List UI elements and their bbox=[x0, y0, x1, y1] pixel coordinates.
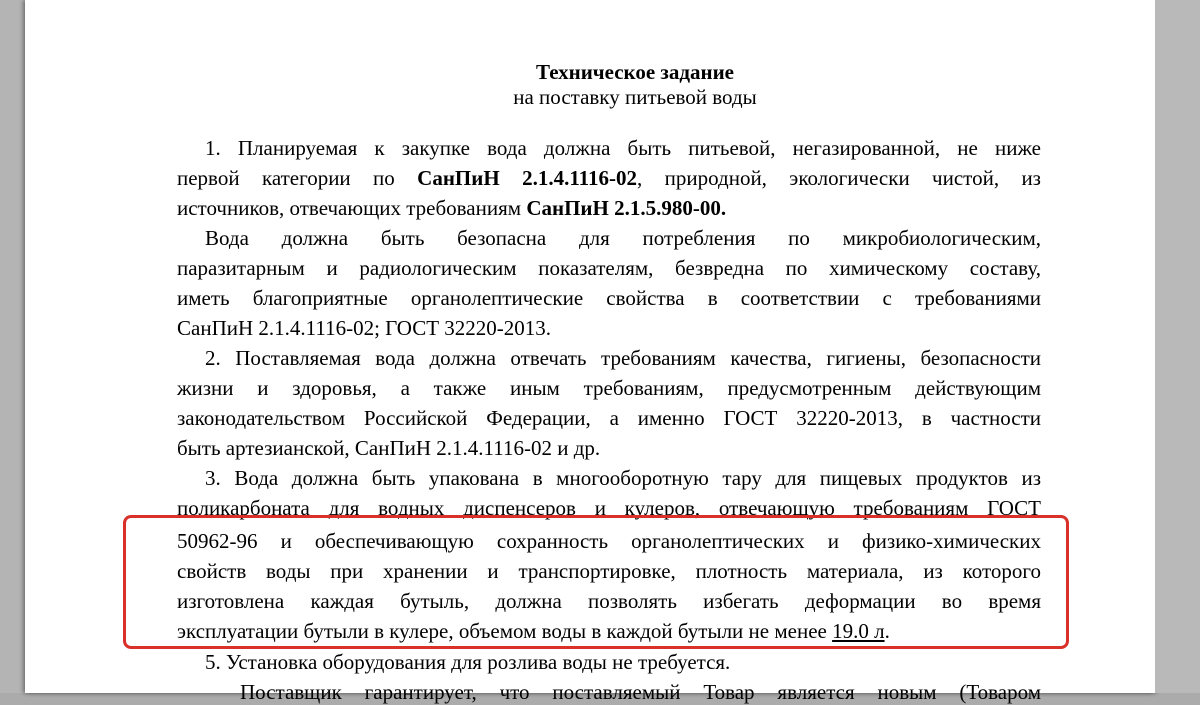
paragraph-line: иметь благоприятные органолептические свойства в соответствии с требованиями bbox=[177, 286, 1041, 310]
paragraph-line: свойств воды при хранении и транспортировке, плотность материала, из которого bbox=[177, 559, 1041, 583]
volume-value: 19.0 л bbox=[832, 619, 885, 643]
document-subtitle: на поставку питьевой воды bbox=[513, 85, 757, 109]
paragraph-line: 5. Установка оборудования для розлива воды не требуется. bbox=[205, 650, 731, 674]
paragraph-line: Вода должна быть безопасна для потребления по микробиологическим, bbox=[205, 226, 1041, 250]
document-title: Техническое задание bbox=[535, 60, 735, 84]
highlight-annotation-box bbox=[123, 515, 1069, 649]
paragraph-line: изготовлена каждая бутыль, должна позволять избегать деформации во время bbox=[177, 589, 1041, 613]
paragraph-line: 3. Вода должна быть упакована в многооборотную тару для пищевых продуктов из bbox=[205, 466, 1041, 490]
paragraph-line: поликарбоната для водных диспенсеров и кулеров, отвечающую требованиям ГОСТ bbox=[177, 496, 1041, 520]
paragraph-line: жизни и здоровья, а также иным требованиям, предусмотренным действующим bbox=[177, 376, 1041, 400]
paragraph-line: 1. Планируемая к закупке вода должна быть питьевой, негазированной, не ниже bbox=[205, 136, 1041, 160]
paragraph-line: быть артезианской, СанПиН 2.1.4.1116-02 и др. bbox=[177, 436, 601, 460]
paragraph-line: законодательством Российской Федерации, а именно ГОСТ 32220-2013, в частности bbox=[177, 406, 1041, 430]
paragraph-line: паразитарным и радиологическим показателям, безвредна по химическому составу, bbox=[177, 256, 1041, 280]
paragraph-line: Поставщик гарантирует, что поставляемый Товар является новым (Товаром bbox=[240, 680, 1041, 704]
paragraph-line: 50962-96 и обеспечивающую сохранность органолептических и физико-химических bbox=[177, 529, 1041, 553]
paragraph-line: СанПиН 2.1.4.1116-02; ГОСТ 32220-2013. bbox=[177, 316, 552, 340]
paragraph-line: 2. Поставляемая вода должна отвечать требованиям качества, гигиены, безопасности bbox=[205, 346, 1041, 370]
paragraph-line: эксплуатации бутыли в кулере, объемом воды в каждой бутыли не менее 19.0 л. bbox=[177, 619, 890, 643]
paragraph-line: первой категории по СанПиН 2.1.4.1116-02, природной, экологически чистой, из bbox=[177, 166, 1041, 190]
paragraph-line: источников, отвечающих требованиям СанПиН 2.1.5.980-00. bbox=[177, 196, 727, 220]
